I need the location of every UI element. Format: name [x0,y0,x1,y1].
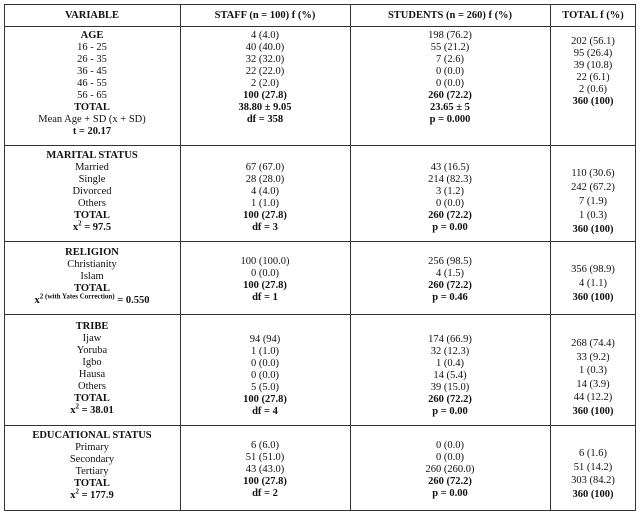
marital-grand-total: 360 (100) [572,224,614,235]
age-total-label: TOTAL [74,102,110,113]
marital-chi-square: $x^2 = 97.5$ [72,219,112,233]
age-label: 56 - 65 [77,90,107,101]
tribe-students-total: 260 (72.2) [428,394,472,405]
age-students-column [350,30,550,126]
religion-students-value: 4 (1.5) [436,268,464,279]
tribe-total-value: 1 (0.3) [579,365,607,376]
education-staff-total: 100 (27.8) [243,476,287,487]
tribe-staff-value: 1 (1.0) [251,346,279,357]
age-students-total: 260 (72.2) [428,90,472,101]
education-total-value: 303 (84.2) [571,475,615,486]
tribe-staff-value: 5 (5.0) [251,382,279,393]
tribe-students-value: 39 (15.0) [430,382,470,393]
tribe-students-value: 32 (12.3) [430,346,470,357]
age-staff-mean: 38.80 ± 9.05 [238,102,292,113]
marital-students-column [350,162,550,234]
marital-total-value: 7 (1.9) [579,196,607,207]
marital-label: Married [75,162,109,173]
header-variable: VARIABLE [64,10,120,21]
tribe-students-value: 14 (5.4) [433,370,467,381]
age-label: 46 - 55 [77,78,107,89]
age-students-value: 0 (0.0) [436,66,464,77]
age-mean-label: Mean Age + SD (x + SD) [38,114,146,125]
education-staff-value: 51 (51.0) [245,452,285,463]
education-staff-column [180,440,350,500]
tribe-label: Ijaw [82,333,102,344]
marital-total-label: TOTAL [74,210,110,221]
education-variable-column [4,430,180,502]
religion-total-column [550,263,636,305]
age-students-mean: 23.65 ± 5 [430,102,470,113]
age-total-value: 39 (10.8) [573,60,613,71]
tribe-title: TRIBE [75,321,109,332]
religion-label: Islam [80,271,104,282]
header-divider [4,26,636,27]
age-staff-total: 100 (27.8) [243,90,287,101]
marital-students-value: 3 (1.2) [436,186,464,197]
education-total-value: 51 (14.2) [573,461,613,473]
marital-p-value: p = 0.00 [432,222,468,233]
marital-staff-value: 4 (4.0) [251,186,279,197]
age-students-value: 0 (0.0) [436,78,464,89]
tribe-total-column [550,337,636,418]
education-total-value: 6 (1.6) [579,448,607,459]
section-divider [4,145,636,146]
education-staff-value: 6 (6.0) [251,440,279,451]
section-divider [4,425,636,426]
religion-chi-square: $x^{2 (with Yates Correction)} = 0.550$ [34,292,150,306]
marital-staff-value: 28 (28.0) [245,174,285,185]
religion-students-column [350,256,550,304]
marital-label: Single [78,174,106,185]
age-df: df = 358 [246,114,284,125]
age-total-column [550,36,636,108]
section-divider [4,314,636,315]
header-staff: STAFF (n = 100) f (%) [214,10,316,21]
header-total: TOTAL f (%) [562,10,624,21]
marital-staff-total: 100 (27.8) [243,210,287,221]
tribe-total-value: 44 (12.2) [573,392,613,403]
religion-staff-value: 100 (100.0) [240,256,290,267]
tribe-total-value: 268 (74.4) [571,338,615,349]
age-staff-value: 2 (2.0) [251,78,279,89]
marital-df: df = 3 [252,222,278,233]
age-label: 16 - 25 [77,42,107,53]
age-students-value: 55 (21.2) [430,42,470,53]
marital-students-value: 43 (16.5) [430,162,470,173]
tribe-p-value: p = 0.00 [432,406,468,417]
age-label: 26 - 35 [77,54,107,65]
marital-label: Divorced [72,186,112,197]
tribe-students-column [350,334,550,418]
education-staff-value: 43 (43.0) [245,464,285,475]
education-total-column [550,447,636,501]
education-total-label: TOTAL [74,478,110,489]
tribe-total-label: TOTAL [74,393,110,404]
age-variable-column [4,30,180,138]
section-divider [4,241,636,242]
marital-students-value: 0 (0.0) [436,198,464,209]
age-staff-column [180,30,350,126]
religion-staff-column [180,256,350,304]
table-bottom-border [4,510,636,511]
age-total-value: 202 (56.1) [571,36,615,47]
education-chi-square: $x^2 = 177.9$ [70,487,114,501]
education-students-value: 0 (0.0) [436,452,464,463]
education-students-column [350,440,550,500]
education-label: Primary [75,442,109,453]
education-label: Secondary [69,454,115,465]
tribe-staff-value: 94 (94) [249,334,281,345]
age-students-value: 198 (76.2) [428,30,472,41]
tribe-total-value: 33 (9.2) [576,351,610,363]
tribe-staff-column [180,334,350,418]
age-test-statistic: t = 20.17 [72,126,112,137]
education-label: Tertiary [75,466,109,477]
marital-total-value: 1 (0.3) [579,210,607,221]
age-label: 36 - 45 [77,66,107,77]
religion-p-value: p = 0.46 [432,292,468,303]
marital-staff-value: 67 (67.0) [245,162,285,173]
age-staff-value: 40 (40.0) [245,42,285,53]
tribe-label: Igbo [82,357,102,368]
marital-staff-value: 1 (1.0) [251,198,279,209]
tribe-df: df = 4 [252,406,278,417]
age-total-value: 95 (26.4) [573,48,613,59]
age-title: AGE [80,30,104,41]
age-staff-value: 32 (32.0) [245,54,285,65]
marital-total-value: 242 (67.2) [571,182,615,193]
religion-total-value: 356 (98.9) [571,264,615,275]
marital-variable-column [4,150,180,234]
education-students-total: 260 (72.2) [428,476,472,487]
marital-students-value: 214 (82.3) [428,174,472,185]
religion-staff-value: 0 (0.0) [251,268,279,279]
religion-students-total: 260 (72.2) [428,280,472,291]
religion-title: RELIGION [65,247,119,258]
marital-staff-column [180,162,350,234]
tribe-students-value: 174 (66.9) [428,334,472,345]
religion-label: Christianity [67,259,117,270]
education-p-value: p = 0.00 [432,488,468,499]
tribe-variable-column [4,321,180,417]
tribe-staff-total: 100 (27.8) [243,394,287,405]
education-df: df = 2 [252,488,278,499]
religion-total-label: TOTAL [74,283,110,294]
marital-title: MARITAL STATUS [46,150,138,161]
tribe-label: Yoruba [76,345,108,356]
table-top-border [4,4,636,5]
religion-students-value: 256 (98.5) [428,256,472,267]
age-p-value: p = 0.000 [429,114,471,125]
header-students: STUDENTS (n = 260) f (%) [387,10,513,21]
religion-df: df = 1 [252,292,278,303]
religion-grand-total: 360 (100) [572,292,614,303]
education-title: EDUCATIONAL STATUS [32,430,152,441]
tribe-students-value: 1 (0.4) [436,358,464,369]
age-students-value: 7 (2.6) [436,54,464,65]
marital-students-total: 260 (72.2) [428,210,472,221]
marital-total-value: 110 (30.6) [571,168,615,179]
religion-variable-column [4,247,180,307]
tribe-total-value: 14 (3.9) [576,378,610,390]
marital-total-column [550,167,636,237]
religion-total-value: 4 (1.1) [579,278,607,289]
education-grand-total: 360 (100) [572,488,614,500]
tribe-label: Hausa [78,369,106,380]
religion-staff-total: 100 (27.8) [243,280,287,291]
age-total-value: 2 (0.6) [579,84,607,95]
age-grand-total: 360 (100) [572,96,614,107]
tribe-chi-square: $x^2 = 38.01$ [70,402,114,416]
age-staff-value: 4 (4.0) [251,30,279,41]
tribe-staff-value: 0 (0.0) [251,358,279,369]
marital-label: Others [78,198,106,209]
tribe-staff-value: 0 (0.0) [251,370,279,381]
education-students-value: 0 (0.0) [436,440,464,451]
age-staff-value: 22 (22.0) [245,66,285,77]
education-students-value: 260 (260.0) [425,464,475,475]
age-total-value: 22 (6.1) [576,72,610,83]
tribe-label: Others [78,381,106,392]
tribe-grand-total: 360 (100) [572,405,614,417]
